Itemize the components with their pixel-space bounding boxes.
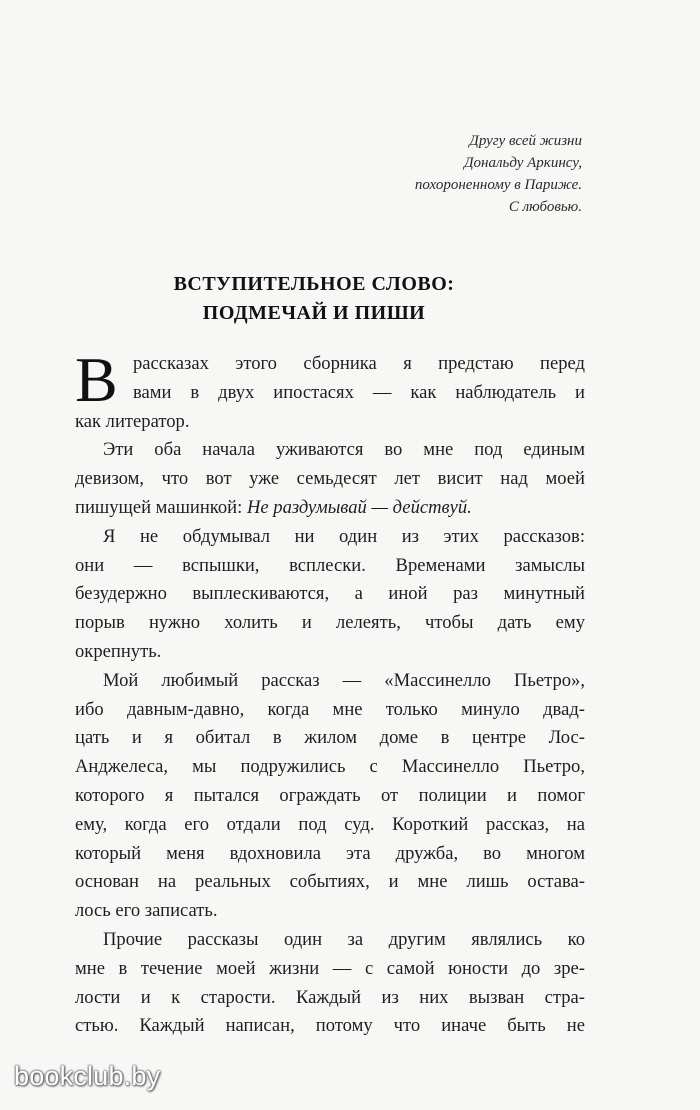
- dedication-line: Дональду Аркинсу,: [464, 155, 582, 171]
- text-line: лось его записать.: [75, 900, 218, 922]
- text-line: Я не обдумывал ни один из этих рассказов:: [103, 525, 585, 547]
- text-line: безудержно выплескиваются, а иной раз минутный: [75, 583, 585, 605]
- text-line: они — вспышки, всплески. Временами замыслы: [75, 554, 585, 576]
- text-line: Прочие рассказы один за другим являлись ко: [103, 928, 585, 950]
- text-line: стью. Каждый написан, потому что иначе быть не: [75, 1015, 585, 1037]
- dedication: [415, 130, 582, 218]
- text-line: ибо давным-давно, когда мне только минуло двад-: [75, 698, 585, 720]
- text-line: окрепнуть.: [75, 640, 162, 662]
- dedication-line: похороненному в Париже.: [414, 177, 582, 193]
- text-line: [75, 494, 585, 523]
- body-text: [75, 344, 585, 1041]
- text-line: лости и к старости. Каждый из них вызван стра-: [75, 986, 585, 1008]
- text-segment: пишущей машинкой:: [75, 496, 243, 518]
- dedication-line: Другу всей жизни: [469, 133, 582, 149]
- text-line: рассказах этого сборника я предстаю перед: [133, 353, 585, 374]
- chapter-title: [0, 270, 628, 328]
- text-line: Мой любимый рассказ — «Массинелло Пьетро»,: [103, 669, 585, 691]
- text-line: Эти оба начала уживаются во мне под единым: [103, 439, 585, 461]
- text-line: вами в двух ипостасях — как наблюдатель и: [133, 381, 585, 403]
- motto-italic: Не раздумывай — действуй.: [246, 496, 472, 518]
- text-line: Анджелеса, мы подружились с Массинелло Пьетро,: [75, 756, 585, 778]
- text-line: который меня вдохновила эта дружба, во многом: [75, 842, 585, 864]
- chapter-title-line: ПОДМЕЧАЙ И ПИШИ: [202, 302, 426, 324]
- chapter-title-line: ВСТУПИТЕЛЬНОЕ СЛОВО:: [173, 273, 455, 295]
- text-line: порыв нужно холить и лелеять, чтобы дать ему: [75, 612, 585, 634]
- dedication-line: С любовью.: [508, 199, 582, 215]
- text-line: цать и я обитал в жилом доме в центре Лос-: [75, 727, 585, 749]
- text-line: основан на реальных событиях, и мне лишь остава-: [75, 871, 585, 893]
- text-line: которого я пытался ограждать от полиции и помог: [75, 784, 585, 806]
- watermark: bookclub.by: [14, 1061, 161, 1091]
- text-line: как литератор.: [75, 410, 190, 432]
- text-line: ему, когда его отдали под суд. Короткий рассказ, на: [75, 813, 585, 835]
- drop-cap: В: [75, 344, 118, 415]
- text-line: девизом, что вот уже семьдесят лет висит над моей: [75, 468, 585, 490]
- text-line: мне в течение моей жизни — с самой юности до зре-: [75, 957, 585, 979]
